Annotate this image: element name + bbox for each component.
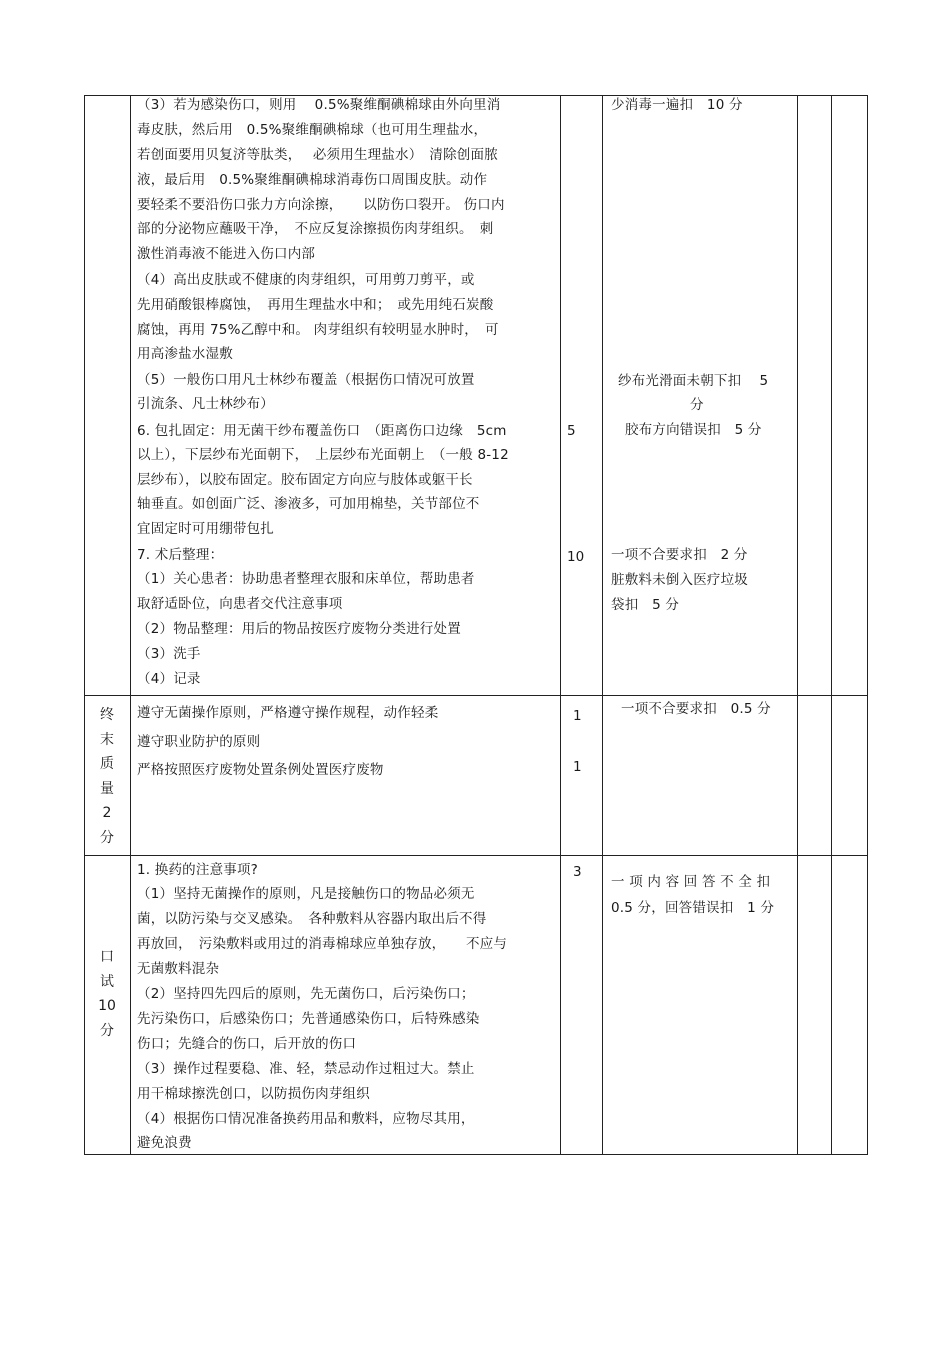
- content-line: 轴垂直。如创面广泛、渗液多，可加用棉垫，关节部位不: [137, 496, 480, 512]
- content-line: 以上），下层纱布光面朝下， 上层纱布光面朝上 （一般 8-12: [137, 447, 509, 463]
- content-line: 激性消毒液不能进入伤口内部: [137, 246, 316, 262]
- deduction-rule: 纱布光滑面未朝下扣 5: [618, 373, 769, 389]
- row-divider-final-quality: [84, 695, 868, 696]
- deduction-rule: 胶布方向错误扣 5 分: [625, 422, 762, 438]
- content-line: 层纱布），以胶布固定。胶布固定方向应与肢体或躯干长: [137, 472, 473, 488]
- deduction-rule: 袋扣 5 分: [611, 597, 680, 613]
- content-line: （3）若为感染伤口，则用 0.5%聚维酮碘棉球由外向里消: [137, 97, 501, 113]
- deduction-rule: 一项不合要求扣 0.5 分: [621, 701, 771, 717]
- content-line: 伤口；先缝合的伤口，后开放的伤口: [137, 1036, 357, 1052]
- content-line: （5）一般伤口用凡士林纱布覆盖（根据伤口情况可放置: [137, 372, 475, 388]
- content-line: 先用硝酸银棒腐蚀， 再用生理盐水中和； 或先用纯石炭酸: [137, 297, 494, 313]
- content-line: （2）坚持四先四后的原则，先无菌伤口，后污染伤口；: [137, 986, 475, 1002]
- content-line: 毒皮肤，然后用 0.5%聚维酮碘棉球（也可用生理盐水，: [137, 122, 488, 138]
- content-line: （3）洗手: [137, 646, 201, 662]
- category-char: 试: [100, 973, 114, 990]
- content-line: （2）物品整理：用后的物品按医疗废物分类进行处置: [137, 621, 461, 637]
- category-char: 末: [100, 731, 114, 748]
- content-line: 遵守无菌操作原则，严格遵守操作规程，动作轻柔: [137, 705, 439, 721]
- col-border-right: [867, 95, 868, 1154]
- content-line: 腐蚀，再用 75%乙醇中和。 肉芽组织有较明显水肿时， 可: [137, 322, 499, 338]
- category-char: 质: [100, 756, 114, 772]
- deduction-rule: 一项不合要求扣 2 分: [611, 547, 748, 563]
- content-line: 引流条、凡士林纱布）: [137, 396, 274, 412]
- content-line: 无菌敷料混杂: [137, 961, 220, 977]
- content-line: 遵守职业防护的原则: [137, 734, 261, 750]
- category-char: 量: [100, 780, 114, 797]
- content-line: （4）根据伤口情况准备换药用品和敷料，应物尽其用，: [137, 1111, 475, 1127]
- col-border-content: [560, 95, 561, 1154]
- content-line: （1）坚持无菌操作的原则，凡是接触伤口的物品必须无: [137, 886, 475, 902]
- content-line: 严格按照医疗废物处置条例处置医疗废物: [137, 762, 384, 778]
- content-line: 先污染伤口，后感染伤口；先普通感染伤口，后特殊感染: [137, 1011, 480, 1027]
- score-value: 5: [567, 423, 576, 439]
- content-line: 1. 换药的注意事项?: [137, 862, 259, 878]
- category-char: 10: [98, 998, 116, 1014]
- col-border-category: [130, 95, 131, 1154]
- col-border-deduction: [797, 95, 798, 1154]
- category-oral-exam: [84, 945, 130, 1043]
- content-line: 用高渗盐水湿敷: [137, 346, 233, 362]
- score-value: 10: [567, 549, 585, 565]
- category-final-quality: [84, 703, 130, 850]
- category-char: 2: [102, 805, 112, 821]
- content-line: 部的分泌物应蘸吸干净， 不应反复涂擦损伤肉芽组织。 刺: [137, 221, 494, 237]
- content-line: 避免浪费: [137, 1135, 192, 1151]
- col-border-extra: [831, 95, 832, 1154]
- score-value: 1: [573, 708, 582, 724]
- content-line: 若创面要用贝复济等肽类， 必须用生理盐水） 清除创面脓: [137, 147, 498, 163]
- content-line: （4）高出皮肤或不健康的肉芽组织，可用剪刀剪平，或: [137, 272, 475, 288]
- row-divider-oral-exam: [84, 855, 868, 856]
- content-line: （1）关心患者：协助患者整理衣服和床单位，帮助患者: [137, 571, 475, 587]
- content-line: 菌，以防污染与交叉感染。 各种敷料从容器内取出后不得: [137, 911, 487, 927]
- content-line: 7. 术后整理：: [137, 547, 224, 563]
- content-line: 要轻柔不要沿伤口张力方向涂擦， 以防伤口裂开。 伤口内: [137, 197, 505, 213]
- category-char: 口: [100, 949, 114, 965]
- content-line: 液，最后用 0.5%聚维酮碘棉球消毒伤口周围皮肤。动作: [137, 172, 488, 188]
- content-line: 再放回， 污染敷料或用过的消毒棉球应单独存放， 不应与: [137, 936, 508, 952]
- content-line: 宜固定时可用绷带包扎: [137, 521, 274, 537]
- category-char: 终: [100, 707, 114, 723]
- deduction-rule: 分: [690, 397, 704, 413]
- content-line: 用干棉球擦洗创口，以防损伤肉芽组织: [137, 1086, 370, 1102]
- deduction-rule: 少消毒一遍扣 10 分: [611, 97, 743, 113]
- col-border-score: [602, 95, 603, 1154]
- content-line: 6. 包扎固定：用无菌干纱布覆盖伤口 （距离伤口边缘 5cm: [137, 423, 507, 439]
- score-value: 1: [573, 759, 582, 775]
- deduction-rule: 脏敷料未倒入医疗垃圾: [611, 572, 748, 588]
- content-line: （4）记录: [137, 671, 201, 687]
- score-value: 3: [573, 864, 582, 880]
- deduction-rule: 一 项 内 容 回 答 不 全 扣: [611, 874, 771, 890]
- table-bottom-border: [84, 1154, 868, 1155]
- content-line: （3）操作过程要稳、准、轻，禁忌动作过粗过大。禁止: [137, 1061, 475, 1077]
- content-line: 取舒适卧位，向患者交代注意事项: [137, 596, 343, 612]
- deduction-rule: 0.5 分，回答错误扣 1 分: [611, 900, 775, 916]
- category-char: 分: [100, 1022, 114, 1039]
- category-char: 分: [100, 829, 114, 846]
